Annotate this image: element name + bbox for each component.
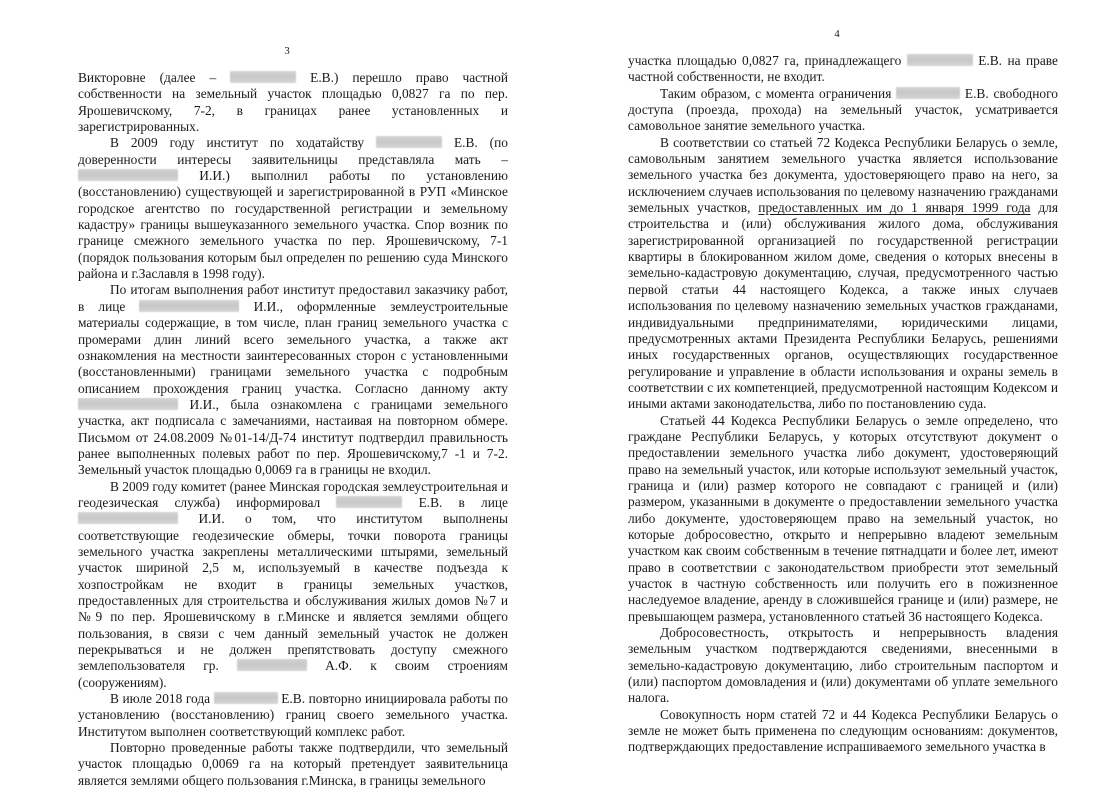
redacted-name [78, 398, 178, 410]
paragraph [78, 479, 508, 691]
paragraph [78, 691, 508, 740]
page-number: 4 [834, 28, 840, 40]
redacted-name [376, 136, 442, 148]
redacted-name [896, 87, 960, 99]
text-run: Добросовестность, открытость и непрерывность владения земельным участком подтверждаются сведениями, внесенными в земельно-кадастровую документацию, либо строительным паспортом и (или) паспортом домовладения и (или) документами об уплате земельного налога. [628, 625, 1058, 706]
redacted-name [907, 54, 973, 66]
text-run: Е.В. на праве частной собственности, не входит. [628, 53, 1058, 85]
text-run: Викторовне (далее – [78, 70, 231, 85]
text-run: И.И.) выполнил работы по установлению (восстановлению) существующей и зарегистрированной в РУП «Минское городское агентство по государственной регистрации и земельному кадастру» границы вышеуказанного земельного участка. Спор возник по границе смежного земельного участка по пер. Ярошевичскому, 7-1 (порядок пользования которым был определен по решению суда Минского района и г.Заславля в 1998 году). [78, 168, 508, 282]
redacted-name [237, 659, 307, 671]
paragraph [78, 135, 508, 282]
redacted-name [214, 692, 278, 704]
page-body [628, 53, 1058, 756]
text-run: И.И. о том, что институтом выполнены соответствующие геодезические обмеры, точки поворота границы земельного участка закреплены металлическими штырями, земельный участок шириной 2,5 м, используемый в качестве подъезда к хозпостройкам не входит в границы земельных участков, предоставленных для строительства и обслуживания жилых домов №7 и №9 по пер. Ярошевичскому в г.Минске и является землями общего пользования, в связи с чем данный земельный участок не должен перекрываться и не должен препятствовать доступу смежного землепользователя гр. [78, 511, 508, 674]
text-run: Е.В. в лице [402, 494, 508, 510]
text-run: Е.В. свободного доступа (проезда, прохода) на земельный участок, усматривается самовольное занятие земельного участка. [628, 85, 1058, 134]
redacted-name [336, 496, 402, 508]
text-run: Статьей 44 Кодекса Республики Беларусь о земле определено, что граждане Республики Беларусь, у которых отсутствуют документ о предоставлении земельного участка либо документ, удостоверяющий право на земельный участок, или которые используют земельный участок, граница и (или) размер которого не совпадают с границей и (или) размером, указанными в документе о предоставлении земельного участка либо документе, удостоверяющем право на земельный участок, но которые добросовестно, открыто и непрерывно владеют земельным участком как своим собственным в течение пятнадцати и более лет, имеют право в соответствии с законодательством приобрести этот земельный участок в частную собственность или получить его в пожизненное наследуемое владение, аренду в сложившейся границе и (или) размере, не превышающем размера, установленного статьей 36 настоящего Кодекса. [628, 412, 1058, 624]
text-run: Повторно проведенные работы также подтвердили, что земельный участок площадью 0,0069 га на который претендует заявительница является землями общего пользования г.Минска, в границы земельного [78, 740, 508, 788]
paragraph [628, 135, 1058, 413]
page-number: 3 [284, 45, 290, 57]
text-run: Таким образом, с момента ограничения [660, 85, 897, 101]
text-run: По итогам выполнения работ институт предоставил заказчику работ, в лице [78, 282, 508, 314]
text-run: для строительства и (или) обслуживания жилого дома, обслуживания зарегистрированной организацией по государственной регистрации квартиры в блокированном жилом доме, сведения о которых внесены в земельно-кадастровую документацию, случая, предусмотренного частью первой статьи 44 настоящего Кодекса, а также иных случаев использования по целевому назначению земельных участков гражданами, индивидуальными предпринимателями, юридическими лицами, предусмотренных актами Президента Республики Беларусь, решениями иных государственных органов, осуществляющих государственное регулирование и управление в области использования и охраны земель в соответствии с их компетенцией, предусмотренной настоящим Кодексом и иными актами законодательства, либо по постановлению суда. [628, 200, 1058, 412]
text-run: Совокупность норм статей 72 и 44 Кодекса Республики Беларусь о земле не может быть применена по следующим основаниям: документов, подтверждающих предоставление испрашиваемого земельного участка в [628, 706, 1058, 755]
redacted-name [230, 71, 296, 83]
page-body [78, 70, 508, 789]
paragraph [78, 282, 508, 478]
paragraph [628, 53, 1058, 86]
text-run: В июле 2018 года [110, 691, 214, 707]
text-run: И.И., оформленные землеустроительные материалы содержащие, в том числе, план границ земельного участка с промерами длин линий всего земельного участка, а также акт ознакомления на местности заинтересованных сторон с установленными (восстановленными) границами земельного участка с подробным описанием прохождения границ участка. Согласно данному акту [78, 298, 508, 396]
paragraph [78, 70, 508, 135]
text-run: Е.В.) перешло право частной собственности на земельный участок площадью 0,0827 га по пер. Ярошевичскому, 7-2, в границах ранее установленных и зарегистрированных. [78, 70, 508, 135]
text-run: В 2009 году институт по ходатайству [110, 135, 377, 151]
paragraph [628, 707, 1058, 756]
page-right [550, 0, 1100, 778]
paragraph [628, 625, 1058, 707]
text-run: В соответствии со статьей 72 Кодекса Республики Беларусь о земле, самовольным занятием земельного участка является использование земельного участка без документа, удостоверяющего право на него, за исключением случаев использования по целевому назначению гражданами земельных участков, [628, 134, 1058, 216]
paragraph [628, 413, 1058, 625]
paragraph [78, 740, 508, 789]
text-run: И.И., была ознакомлена с границами земельного участка, акт подписала с замечаниями, настаивая на повторном обмере. Письмом от 24.08.2009 №01-14/Д-74 институт подтвердил правильность ранее выполненных полевых работ по пер. Ярошевичскому,7 -1 и 7-2. Земельный участок площадью 0,0069 га в границы не входил. [78, 396, 508, 478]
text-run: участка площадью 0,0827 га, принадлежащего [628, 53, 907, 68]
text-run: В 2009 году комитет (ранее Минская городская землеустроительная и геодезическая служба) информировал [78, 478, 509, 510]
page-left [0, 0, 550, 788]
redacted-name [139, 300, 239, 312]
text-run: А.Ф. к своим строениям (сооружениям). [78, 658, 508, 690]
text-run: Е.В. (по доверенности интересы заявительницы представляла мать – [78, 135, 508, 167]
paragraph [628, 86, 1058, 135]
underlined-phrase: предоставленных им до 1 января 1999 года [758, 200, 1031, 216]
redacted-name [78, 512, 178, 524]
text-run: Е.В. повторно инициировала работы по установлению (восстановлению) границ своего земельного участка. Институтом выполнен соответствующий комплекс работ. [78, 691, 508, 739]
redacted-name [78, 169, 178, 181]
